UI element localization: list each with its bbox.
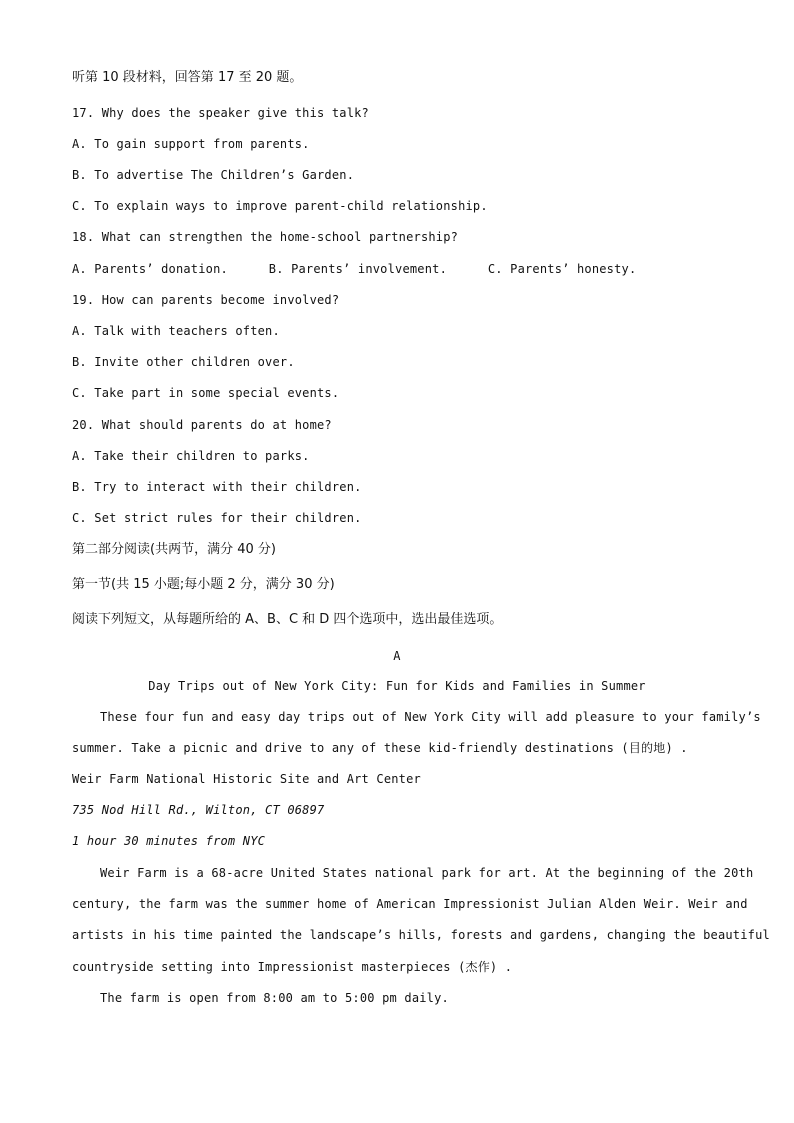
section-intro: 听第 10 段材料，回答第 17 至 20 题。 [72, 70, 303, 85]
passage-title: Day Trips out of New York City: Fun for Kids and Families in Summer [148, 679, 646, 693]
passage-intro-line-1: These four fun and easy day trips out of New York City will add pleasure to your family’s [100, 710, 761, 724]
question-18-stem: 18. What can strengthen the home-school partnership? [72, 230, 459, 244]
question-19-option-c: C. Take part in some special events. [72, 386, 340, 400]
question-20-stem: 20. What should parents do at home? [72, 418, 332, 432]
question-20-option-c: C. Set strict rules for their children. [72, 511, 362, 525]
paragraph-1-line-3: artists in his time painted the landscape’s hills, forests and gardens, changing the beautiful [72, 928, 770, 942]
question-18-options [72, 260, 636, 278]
paragraph-2-line-1: The farm is open from 8:00 am to 5:00 pm daily. [100, 991, 449, 1005]
question-19-option-b: B. Invite other children over. [72, 355, 295, 369]
question-17-stem: 17. Why does the speaker give this talk? [72, 106, 369, 120]
paragraph-1-line-4: countryside setting into Impressionist masterpieces (杰作) . [72, 960, 513, 974]
question-18-option-b: B. Parents’ involvement. [268, 262, 447, 276]
place-distance: 1 hour 30 minutes from NYC [72, 834, 266, 848]
question-17-option-b: B. To advertise The Children’s Garden. [72, 168, 355, 182]
place-address: 735 Nod Hill Rd., Wilton, CT 06897 [72, 803, 325, 817]
question-20-option-b: B. Try to interact with their children. [72, 480, 362, 494]
section1-heading: 第一节(共 15 小题;每小题 2 分，满分 30 分) [72, 577, 335, 592]
part2-heading: 第二部分阅读(共两节，满分 40 分) [72, 542, 276, 557]
question-17-option-a: A. To gain support from parents. [72, 137, 310, 151]
passage-label: A [393, 649, 401, 663]
paragraph-1-line-1: Weir Farm is a 68-acre United States national park for art. At the beginning of the 20th [100, 866, 754, 880]
place-name: Weir Farm National Historic Site and Art Center [72, 772, 421, 786]
question-17-option-c: C. To explain ways to improve parent-child relationship. [72, 199, 488, 213]
question-20-option-a: A. Take their children to parks. [72, 449, 310, 463]
question-18-option-c: C. Parents’ honesty. [487, 262, 637, 276]
reading-instruction: 阅读下列短文，从每题所给的 A、B、C 和 D 四个选项中，选出最佳选项。 [72, 612, 503, 627]
question-18-option-a: A. Parents’ donation. [72, 262, 228, 276]
question-19-option-a: A. Talk with teachers often. [72, 324, 280, 338]
paragraph-1-line-2: century, the farm was the summer home of American Impressionist Julian Alden Weir. Weir and [72, 897, 748, 911]
passage-intro-line-2: summer. Take a picnic and drive to any of these kid-friendly destinations (目的地) . [72, 741, 688, 755]
question-19-stem: 19. How can parents become involved? [72, 293, 340, 307]
